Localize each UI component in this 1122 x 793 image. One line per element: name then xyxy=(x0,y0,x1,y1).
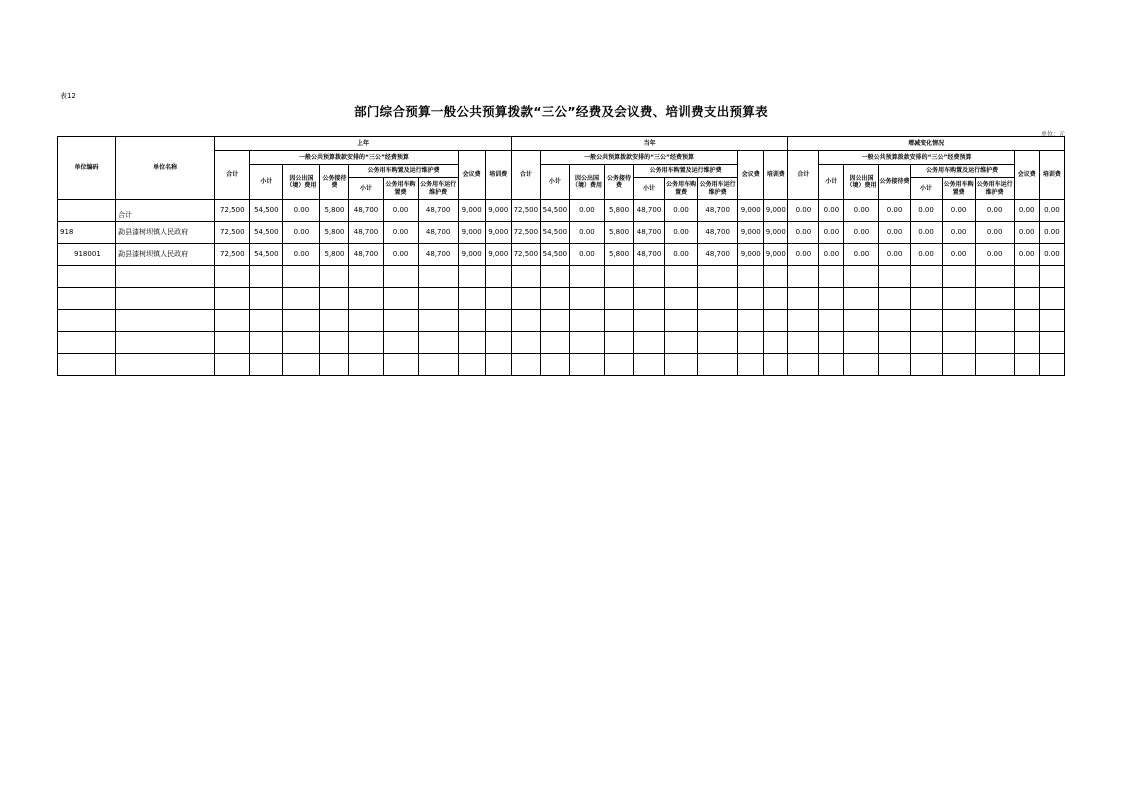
unit-name-cell: 合计 xyxy=(116,200,215,222)
empty-cell xyxy=(485,354,511,376)
page-title: 部门综合预算一般公共预算拨款“三公”经费及会议费、培训费支出预算表 xyxy=(354,104,768,119)
empty-cell xyxy=(320,354,349,376)
empty-row xyxy=(58,310,1065,332)
empty-cell xyxy=(215,354,250,376)
amount-cell: 0.00 xyxy=(942,200,975,222)
empty-cell xyxy=(879,288,910,310)
amount-cell: 0.00 xyxy=(975,244,1014,266)
empty-cell xyxy=(283,332,320,354)
amount-cell: 9,000 xyxy=(764,200,788,222)
empty-cell xyxy=(250,354,283,376)
amount-cell: 72,500 xyxy=(511,222,540,244)
amount-cell: 0.00 xyxy=(569,222,604,244)
empty-cell xyxy=(764,266,788,288)
empty-cell xyxy=(665,332,698,354)
empty-cell xyxy=(634,310,665,332)
amount-cell: 0.00 xyxy=(283,222,320,244)
amount-cell: 0.00 xyxy=(819,244,844,266)
empty-cell xyxy=(250,288,283,310)
header-name: 单位名称 xyxy=(116,137,215,200)
empty-cell xyxy=(58,288,116,310)
amount-cell: 48,700 xyxy=(349,200,383,222)
amount-cell: 0.00 xyxy=(819,200,844,222)
empty-cell xyxy=(511,332,540,354)
header-total: 合计 xyxy=(215,151,250,200)
amount-cell: 72,500 xyxy=(215,222,250,244)
amount-cell: 72,500 xyxy=(511,200,540,222)
header-meeting: 会议费 xyxy=(738,151,764,200)
table-header xyxy=(58,137,1065,200)
empty-cell xyxy=(788,266,819,288)
empty-cell xyxy=(764,354,788,376)
empty-cell xyxy=(569,266,604,288)
empty-cell xyxy=(942,310,975,332)
empty-cell xyxy=(844,310,879,332)
empty-cell xyxy=(698,332,738,354)
amount-cell: 5,800 xyxy=(320,222,349,244)
empty-cell xyxy=(738,310,764,332)
header-group: 一般公共预算拨款安排的“三公”经费预算 xyxy=(819,151,1014,165)
header-training: 培训费 xyxy=(1039,151,1064,200)
empty-cell xyxy=(819,310,844,332)
amount-cell: 9,000 xyxy=(764,222,788,244)
empty-cell xyxy=(250,310,283,332)
empty-cell xyxy=(418,354,458,376)
header-total: 合计 xyxy=(788,151,819,200)
empty-cell xyxy=(788,332,819,354)
empty-cell xyxy=(975,266,1014,288)
empty-cell xyxy=(910,332,942,354)
table-body xyxy=(58,200,1065,376)
empty-cell xyxy=(215,288,250,310)
empty-cell xyxy=(116,288,215,310)
header-vehicle: 公务用车购置及运行维护费 xyxy=(349,165,458,178)
empty-cell xyxy=(569,332,604,354)
empty-cell xyxy=(349,354,383,376)
empty-cell xyxy=(1039,354,1064,376)
empty-cell xyxy=(540,332,569,354)
empty-cell xyxy=(942,288,975,310)
empty-cell xyxy=(1039,332,1064,354)
amount-cell: 48,700 xyxy=(698,244,738,266)
header-reception: 公务接待费 xyxy=(879,165,910,200)
amount-cell: 72,500 xyxy=(215,200,250,222)
amount-cell: 0.00 xyxy=(665,244,698,266)
amount-cell: 0.00 xyxy=(383,222,418,244)
amount-cell: 9,000 xyxy=(738,244,764,266)
amount-cell: 0.00 xyxy=(1039,200,1064,222)
empty-cell xyxy=(604,354,633,376)
empty-cell xyxy=(349,266,383,288)
amount-cell: 0.00 xyxy=(788,222,819,244)
amount-cell: 9,000 xyxy=(485,200,511,222)
header-meeting: 会议费 xyxy=(458,151,485,200)
amount-cell: 48,700 xyxy=(634,244,665,266)
unit-label: 单位：元 xyxy=(1040,131,1065,138)
empty-cell xyxy=(604,266,633,288)
empty-cell xyxy=(1039,266,1064,288)
amount-cell: 0.00 xyxy=(942,222,975,244)
header-group: 一般公共预算拨款安排的“三公”经费预算 xyxy=(540,151,737,165)
empty-cell xyxy=(320,332,349,354)
empty-cell xyxy=(665,354,698,376)
header-training: 培训费 xyxy=(764,151,788,200)
empty-cell xyxy=(540,288,569,310)
header-vehicle-subtotal: 小计 xyxy=(634,178,665,200)
empty-cell xyxy=(910,288,942,310)
amount-cell: 5,800 xyxy=(604,200,633,222)
unit-code-cell xyxy=(58,200,116,222)
table-row xyxy=(58,244,1065,266)
empty-cell xyxy=(458,332,485,354)
empty-cell xyxy=(540,310,569,332)
amount-cell: 0.00 xyxy=(383,244,418,266)
header-vehicle-purchase: 公务用车购置费 xyxy=(942,178,975,200)
empty-cell xyxy=(844,266,879,288)
header-subtotal: 小计 xyxy=(819,165,844,200)
empty-cell xyxy=(942,332,975,354)
empty-cell xyxy=(458,288,485,310)
amount-cell: 0.00 xyxy=(879,222,910,244)
header-abroad: 因公出国（境）费用 xyxy=(283,165,320,200)
empty-cell xyxy=(879,266,910,288)
amount-cell: 9,000 xyxy=(458,200,485,222)
amount-cell: 9,000 xyxy=(738,200,764,222)
table-row xyxy=(58,200,1065,222)
amount-cell: 48,700 xyxy=(418,200,458,222)
empty-cell xyxy=(58,310,116,332)
empty-cell xyxy=(764,332,788,354)
amount-cell: 5,800 xyxy=(604,222,633,244)
amount-cell: 48,700 xyxy=(698,222,738,244)
header-vehicle: 公务用车购置及运行维护费 xyxy=(634,165,738,178)
empty-cell xyxy=(458,266,485,288)
header-vehicle-operation: 公务用车运行维护费 xyxy=(418,178,458,200)
amount-cell: 9,000 xyxy=(458,244,485,266)
empty-cell xyxy=(418,288,458,310)
empty-cell xyxy=(910,354,942,376)
empty-cell xyxy=(975,288,1014,310)
header-group: 一般公共预算拨款安排的“三公”经费预算 xyxy=(250,151,458,165)
empty-cell xyxy=(698,310,738,332)
empty-cell xyxy=(540,354,569,376)
empty-cell xyxy=(418,332,458,354)
empty-cell xyxy=(58,332,116,354)
empty-cell xyxy=(738,354,764,376)
empty-cell xyxy=(418,266,458,288)
empty-cell xyxy=(910,310,942,332)
empty-row xyxy=(58,332,1065,354)
empty-cell xyxy=(634,266,665,288)
amount-cell: 48,700 xyxy=(349,222,383,244)
empty-cell xyxy=(215,266,250,288)
header-vehicle-purchase: 公务用车购置费 xyxy=(383,178,418,200)
empty-cell xyxy=(250,266,283,288)
unit-code-cell: 918001 xyxy=(58,244,116,266)
amount-cell: 0.00 xyxy=(1039,222,1064,244)
empty-cell xyxy=(1039,310,1064,332)
amount-cell: 54,500 xyxy=(540,244,569,266)
amount-cell: 0.00 xyxy=(910,244,942,266)
empty-row xyxy=(58,354,1065,376)
empty-cell xyxy=(1014,354,1039,376)
header-vehicle-subtotal: 小计 xyxy=(349,178,383,200)
empty-cell xyxy=(569,310,604,332)
empty-cell xyxy=(283,354,320,376)
amount-cell: 0.00 xyxy=(844,244,879,266)
budget-table xyxy=(57,136,1065,376)
header-code: 单位编码 xyxy=(58,137,116,200)
amount-cell: 54,500 xyxy=(250,200,283,222)
empty-cell xyxy=(320,310,349,332)
header-vehicle-subtotal: 小计 xyxy=(910,178,942,200)
empty-cell xyxy=(698,288,738,310)
empty-cell xyxy=(569,354,604,376)
empty-cell xyxy=(698,354,738,376)
empty-cell xyxy=(975,310,1014,332)
empty-cell xyxy=(283,288,320,310)
amount-cell: 0.00 xyxy=(665,200,698,222)
empty-cell xyxy=(879,332,910,354)
empty-row xyxy=(58,288,1065,310)
header-change: 增减变化情况 xyxy=(788,137,1065,151)
empty-cell xyxy=(738,266,764,288)
empty-cell xyxy=(485,266,511,288)
empty-cell xyxy=(738,332,764,354)
empty-cell xyxy=(942,354,975,376)
empty-cell xyxy=(844,332,879,354)
amount-cell: 54,500 xyxy=(250,244,283,266)
amount-cell: 0.00 xyxy=(975,200,1014,222)
amount-cell: 0.00 xyxy=(383,200,418,222)
unit-code-cell: 918 xyxy=(58,222,116,244)
amount-cell: 9,000 xyxy=(458,222,485,244)
empty-cell xyxy=(975,354,1014,376)
empty-cell xyxy=(910,266,942,288)
empty-cell xyxy=(975,332,1014,354)
amount-cell: 0.00 xyxy=(942,244,975,266)
empty-cell xyxy=(116,310,215,332)
empty-cell xyxy=(604,310,633,332)
empty-cell xyxy=(58,354,116,376)
header-total: 合计 xyxy=(511,151,540,200)
unit-name-cell: 勐县漆树坝镇人民政府 xyxy=(116,222,215,244)
amount-cell: 0.00 xyxy=(283,200,320,222)
empty-cell xyxy=(511,266,540,288)
amount-cell: 48,700 xyxy=(418,222,458,244)
empty-cell xyxy=(569,288,604,310)
empty-cell xyxy=(383,354,418,376)
amount-cell: 0.00 xyxy=(1014,200,1039,222)
empty-cell xyxy=(819,288,844,310)
header-vehicle-operation: 公务用车运行维护费 xyxy=(698,178,738,200)
amount-cell: 0.00 xyxy=(910,200,942,222)
empty-cell xyxy=(116,354,215,376)
empty-cell xyxy=(215,332,250,354)
header-meeting: 会议费 xyxy=(1014,151,1039,200)
empty-cell xyxy=(665,288,698,310)
empty-cell xyxy=(1014,266,1039,288)
amount-cell: 0.00 xyxy=(819,222,844,244)
empty-cell xyxy=(788,354,819,376)
empty-cell xyxy=(215,310,250,332)
amount-cell: 72,500 xyxy=(511,244,540,266)
empty-cell xyxy=(511,310,540,332)
amount-cell: 48,700 xyxy=(634,222,665,244)
table-row xyxy=(58,222,1065,244)
empty-cell xyxy=(458,310,485,332)
amount-cell: 5,800 xyxy=(320,200,349,222)
amount-cell: 48,700 xyxy=(634,200,665,222)
empty-cell xyxy=(58,266,116,288)
empty-cell xyxy=(665,310,698,332)
empty-cell xyxy=(879,310,910,332)
amount-cell: 0.00 xyxy=(910,222,942,244)
empty-cell xyxy=(383,310,418,332)
empty-cell xyxy=(485,332,511,354)
empty-cell xyxy=(485,288,511,310)
header-training: 培训费 xyxy=(485,151,511,200)
empty-cell xyxy=(116,332,215,354)
empty-cell xyxy=(283,266,320,288)
header-reception: 公务接待费 xyxy=(320,165,349,200)
empty-cell xyxy=(349,332,383,354)
empty-cell xyxy=(604,332,633,354)
empty-row xyxy=(58,266,1065,288)
header-reception: 公务接待费 xyxy=(604,165,633,200)
empty-cell xyxy=(1014,332,1039,354)
amount-cell: 9,000 xyxy=(485,222,511,244)
empty-cell xyxy=(844,288,879,310)
table-number: 表12 xyxy=(60,92,76,100)
empty-cell xyxy=(819,332,844,354)
empty-cell xyxy=(698,266,738,288)
empty-cell xyxy=(634,354,665,376)
amount-cell: 0.00 xyxy=(788,244,819,266)
unit-name-cell: 勐县漆树坝镇人民政府 xyxy=(116,244,215,266)
empty-cell xyxy=(349,288,383,310)
amount-cell: 54,500 xyxy=(540,200,569,222)
empty-cell xyxy=(1014,288,1039,310)
amount-cell: 48,700 xyxy=(698,200,738,222)
amount-cell: 0.00 xyxy=(1014,244,1039,266)
amount-cell: 72,500 xyxy=(215,244,250,266)
empty-cell xyxy=(349,310,383,332)
amount-cell: 0.00 xyxy=(1039,244,1064,266)
empty-cell xyxy=(485,310,511,332)
empty-cell xyxy=(788,288,819,310)
empty-cell xyxy=(383,332,418,354)
empty-cell xyxy=(250,332,283,354)
header-subtotal: 小计 xyxy=(540,165,569,200)
header-abroad: 因公出国（境）费用 xyxy=(569,165,604,200)
header-abroad: 因公出国（境）费用 xyxy=(844,165,879,200)
empty-cell xyxy=(634,288,665,310)
header-subtotal: 小计 xyxy=(250,165,283,200)
empty-cell xyxy=(116,266,215,288)
amount-cell: 0.00 xyxy=(879,200,910,222)
amount-cell: 54,500 xyxy=(250,222,283,244)
empty-cell xyxy=(383,266,418,288)
empty-cell xyxy=(511,288,540,310)
amount-cell: 0.00 xyxy=(283,244,320,266)
empty-cell xyxy=(1039,288,1064,310)
amount-cell: 0.00 xyxy=(788,200,819,222)
amount-cell: 0.00 xyxy=(1014,222,1039,244)
empty-cell xyxy=(540,266,569,288)
empty-cell xyxy=(764,310,788,332)
empty-cell xyxy=(819,266,844,288)
empty-cell xyxy=(283,310,320,332)
amount-cell: 0.00 xyxy=(844,200,879,222)
amount-cell: 0.00 xyxy=(665,222,698,244)
empty-cell xyxy=(879,354,910,376)
amount-cell: 0.00 xyxy=(975,222,1014,244)
header-prev-year: 上年 xyxy=(215,137,512,151)
empty-cell xyxy=(604,288,633,310)
empty-cell xyxy=(320,266,349,288)
header-curr-year: 当年 xyxy=(511,137,788,151)
amount-cell: 54,500 xyxy=(540,222,569,244)
empty-cell xyxy=(458,354,485,376)
amount-cell: 5,800 xyxy=(604,244,633,266)
empty-cell xyxy=(383,288,418,310)
empty-cell xyxy=(788,310,819,332)
empty-cell xyxy=(1014,310,1039,332)
empty-cell xyxy=(511,354,540,376)
amount-cell: 9,000 xyxy=(738,222,764,244)
amount-cell: 48,700 xyxy=(349,244,383,266)
empty-cell xyxy=(418,310,458,332)
amount-cell: 9,000 xyxy=(485,244,511,266)
header-vehicle-purchase: 公务用车购置费 xyxy=(665,178,698,200)
amount-cell: 0.00 xyxy=(844,222,879,244)
amount-cell: 0.00 xyxy=(879,244,910,266)
amount-cell: 0.00 xyxy=(569,244,604,266)
empty-cell xyxy=(738,288,764,310)
amount-cell: 0.00 xyxy=(569,200,604,222)
empty-cell xyxy=(665,266,698,288)
empty-cell xyxy=(819,354,844,376)
empty-cell xyxy=(634,332,665,354)
amount-cell: 9,000 xyxy=(764,244,788,266)
header-vehicle-operation: 公务用车运行维护费 xyxy=(975,178,1014,200)
empty-cell xyxy=(942,266,975,288)
amount-cell: 5,800 xyxy=(320,244,349,266)
empty-cell xyxy=(844,354,879,376)
amount-cell: 48,700 xyxy=(418,244,458,266)
header-vehicle: 公务用车购置及运行维护费 xyxy=(910,165,1014,178)
empty-cell xyxy=(764,288,788,310)
empty-cell xyxy=(320,288,349,310)
